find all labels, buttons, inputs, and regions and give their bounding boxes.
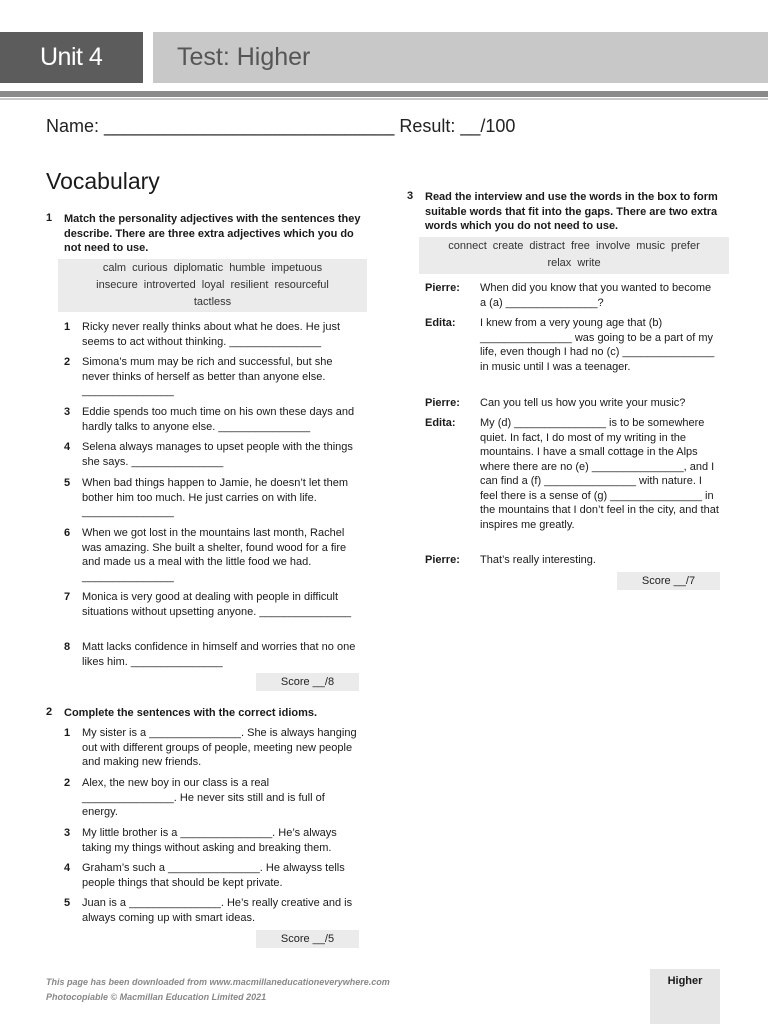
item-number: 1 <box>64 321 71 333</box>
footer-copyright: Photocopiable © Macmillan Education Limited 2021 <box>46 992 267 1002</box>
speaker-name: Edita: <box>425 317 456 329</box>
unit-label: Unit 4 <box>0 32 143 83</box>
dialogue-text: Can you tell us how you write your music? <box>480 397 686 409</box>
dialogue-text: I knew from a very young age that (b) _______________ was going to be a part of my life, even though I had no (c) _______________ in music until I was a teenager. <box>480 317 715 373</box>
item-number: 8 <box>64 641 71 653</box>
speaker-name: Pierre: <box>425 554 460 566</box>
item-number: 5 <box>64 477 71 489</box>
q3-words-line: connect create distract free involve music prefer <box>448 240 700 252</box>
dialogue-text: That’s really interesting. <box>480 554 596 566</box>
q1-number: 1 <box>46 212 53 224</box>
item-text: When we got lost in the mountains last month, Rachel was amazing. She built a shelter, found wood for a fire and made us a meal with the little food we had. _______________ <box>82 527 347 583</box>
item-number: 3 <box>64 406 71 418</box>
item-text: Selena always manages to upset people with the things she says. _______________ <box>82 441 353 468</box>
item-text: My little brother is a _______________. He’s always taking my things without asking and breaking them. <box>82 827 337 854</box>
section-heading: Vocabulary <box>46 168 160 194</box>
dialogue-text: When did you know that you wanted to become a (a) _______________? <box>480 282 712 309</box>
speaker-name: Pierre: <box>425 397 460 409</box>
q3-words-line: relax write <box>547 257 601 269</box>
q1-words-line: calm curious diplomatic humble impetuous <box>102 262 323 274</box>
q1-words-line: tactless <box>193 296 232 308</box>
item-number: 7 <box>64 591 71 603</box>
q2-instruction: Complete the sentences with the correct idioms. <box>64 707 318 719</box>
q3-number: 3 <box>407 190 414 202</box>
test-title: Test: Higher <box>153 32 768 83</box>
dialogue-text: My (d) _______________ is to be somewhere quiet. In fact, I do most of my writing in the mountains. I have a small cottage in the Alps where there are no (e) _______________, and I can find a (f) _______________ with nature. I feel there is a sense of (g) _______________ in the mountains that I don’t feel in the city, and that inspires me greatly. <box>480 417 719 531</box>
level-badge: Higher <box>650 969 720 1024</box>
q3-word-box <box>419 237 729 274</box>
item-text: Juan is a _______________. He’s really creative and is always coming up with smart ideas. <box>82 897 353 924</box>
item-number: 4 <box>64 862 71 874</box>
item-number: 1 <box>64 727 71 739</box>
q3-score: Score __/7 <box>617 572 720 590</box>
speaker-name: Edita: <box>425 417 456 429</box>
item-number: 2 <box>64 777 71 789</box>
q3-instruction: Read the interview and use the words in the box to form suitable words that fit into the gaps. There are two extra words which you do not need to use. <box>425 191 718 232</box>
item-text: Simona’s mum may be rich and successful, but she never thinks of herself as better than anyone else. _______________ <box>82 356 333 397</box>
item-text: When bad things happen to Jamie, he doesn’t let them bother him too much. He just carries on with life. _______________ <box>82 477 349 518</box>
speaker-name: Pierre: <box>425 282 460 294</box>
item-text: Eddie spends too much time on his own these days and hardly talks to anyone else. _______________ <box>82 406 355 433</box>
q2-number: 2 <box>46 706 53 718</box>
footer-download-note: This page has been downloaded from www.macmillaneducationeverywhere.com <box>46 977 390 987</box>
item-text: My sister is a _______________. She is always hanging out with different groups of people, meeting new people and making new friends. <box>82 727 357 768</box>
item-text: Monica is very good at dealing with people in difficult situations without upsetting anyone. _______________ <box>82 591 352 618</box>
item-number: 2 <box>64 356 71 368</box>
q1-words-line: insecure introverted loyal resilient resourceful <box>96 279 329 291</box>
item-number: 4 <box>64 441 71 453</box>
item-number: 3 <box>64 827 71 839</box>
item-text: Matt lacks confidence in himself and worries that no one likes him. _______________ <box>82 641 356 668</box>
q1-score: Score __/8 <box>256 673 359 691</box>
name-result-line: Name: _____________________________ Result: __/100 <box>46 116 516 136</box>
q1-word-box <box>58 259 367 312</box>
item-number: 6 <box>64 527 71 539</box>
item-text: Graham’s such a _______________. He alwayss tells people things that should be kept private. <box>82 862 345 889</box>
q2-score: Score __/5 <box>256 930 359 948</box>
header-rule-thin <box>0 98 768 100</box>
header-rule <box>0 91 768 97</box>
item-number: 5 <box>64 897 71 909</box>
item-text: Ricky never really thinks about what he does. He just seems to act without thinking. _______________ <box>82 321 341 348</box>
item-text: Alex, the new boy in our class is a real _______________. He never sits still and is full of energy. <box>82 777 325 818</box>
q1-instruction: Match the personality adjectives with the sentences they describe. There are three extra adjectives which you do not need to use. <box>64 213 361 254</box>
